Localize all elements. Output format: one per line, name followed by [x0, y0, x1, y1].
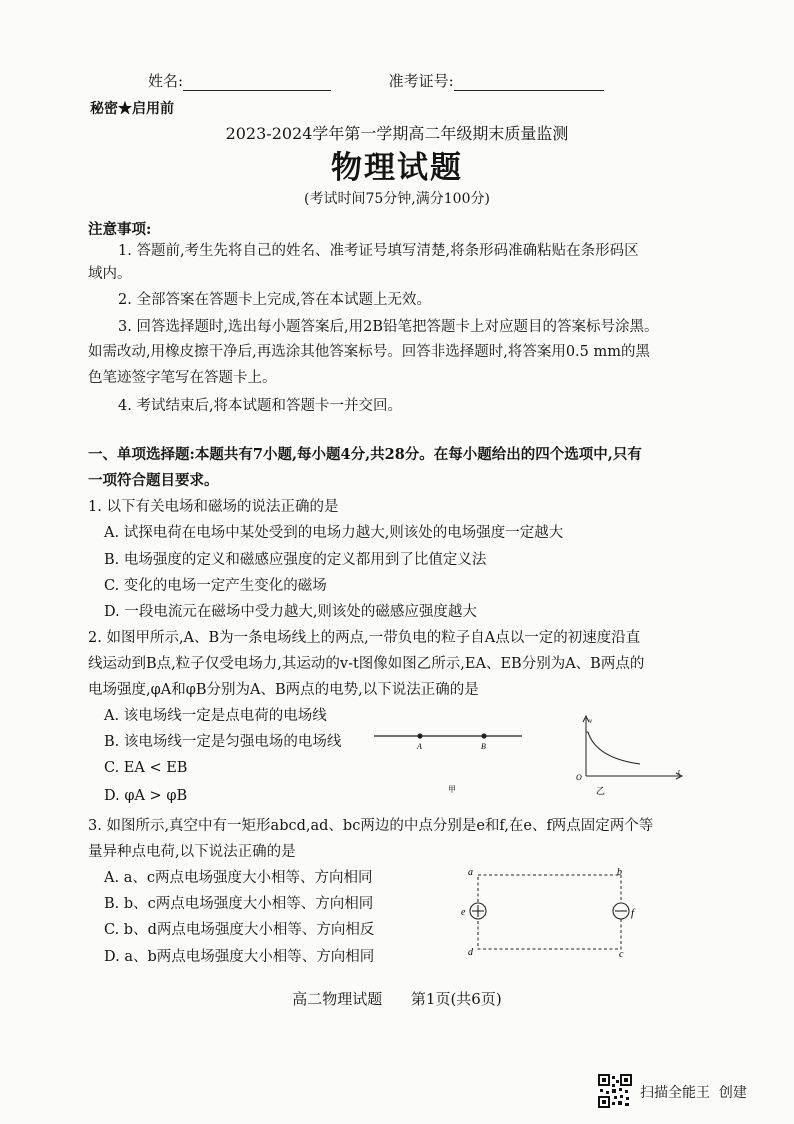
option-c: C. b、d两点电场强度大小相等、方向相反 [104, 922, 375, 938]
option-b: B. 电场强度的定义和磁感应强度的定义都用到了比值定义法 [104, 552, 487, 568]
origin-label: O [576, 773, 582, 782]
field-line-figure [370, 718, 530, 798]
note-line: 2. 全部答案在答题卡上完成,答在本试题上无效。 [118, 292, 432, 308]
option-d: D. φA > φB [104, 788, 188, 804]
point-a-dot [417, 733, 422, 738]
vertex-b-label: b [617, 867, 622, 878]
option-c: C. EA < EB [104, 760, 188, 776]
question-stem: 2. 如图甲所示,A、B为一条电场线上的两点,一带负电的粒子自A点以一定的初速度沿直 [88, 630, 641, 646]
notes-heading: 注意事项: [88, 221, 152, 238]
option-b: B. b、c两点电场强度大小相等、方向相同 [104, 896, 374, 912]
point-a-label: A [417, 742, 422, 751]
option-d: D. 一段电流元在磁场中受力越大,则该处的磁感应强度越大 [104, 604, 477, 620]
note-line: 域内。 [88, 266, 132, 282]
vt-curve [588, 732, 640, 764]
question-stem: 1. 以下有关电场和磁场的说法正确的是 [88, 499, 339, 515]
question-stem: 3. 如图所示,真空中有一矩形abcd,ad、bc两边的中点分别是e和f,在e、f两点固定两个等 [88, 818, 654, 834]
rectangle-charges-figure [455, 865, 635, 960]
option-b: B. 该电场线一定是匀强电场的电场线 [104, 734, 342, 750]
vt-graph [560, 712, 690, 802]
section-heading: 一、单项选择题:本题共有7小题,每小题4分,共28分。在每小题给出的四个选项中,只有 [88, 446, 642, 463]
point-b-label: B [481, 742, 486, 751]
option-a: A. 试探电荷在电场中某处受到的电场力越大,则该处的电场强度一定越大 [104, 525, 564, 541]
option-a: A. 该电场线一定是点电荷的电场线 [104, 708, 327, 724]
name-label: 姓名: [148, 72, 184, 90]
note-line: 3. 回答选择题时,选出每小题答案后,用2B铅笔把答题卡上对应题目的答案标号涂黑。 [118, 319, 659, 335]
name-field-row [148, 70, 604, 91]
vertex-c-label: c [619, 949, 624, 960]
vertex-a-label: a [468, 867, 473, 878]
scanner-brand: 扫描全能王 创建 [640, 1085, 747, 1101]
note-line: 1. 答题前,考生先将自己的姓名、准考证号填写清楚,将条形码准确粘贴在条形码区 [118, 243, 639, 259]
qr-code-icon [598, 1074, 632, 1108]
page-footer: 高二物理试题 第1页(共6页) [292, 990, 502, 1008]
question-stem-cont: 线运动到B点,粒子仅受电场力,其运动的v-t图像如图乙所示,EA、EB分别为A、B两点的 [88, 656, 645, 672]
option-c: C. 变化的电场一定产生变化的磁场 [104, 578, 327, 594]
page-title: 物理试题 [331, 150, 463, 186]
t-axis-label: t [678, 768, 680, 776]
note-line: 色笔迹签字笔写在答题卡上。 [88, 370, 277, 386]
note-line: 4. 考试结束后,将本试题和答题卡一并交回。 [118, 398, 403, 414]
option-a: A. a、c两点电场强度大小相等、方向相同 [104, 870, 373, 886]
exam-id-label: 准考证号: [388, 72, 454, 90]
dashed-rectangle [478, 875, 621, 949]
section-heading-cont: 一项符合题目要求。 [88, 472, 219, 489]
midpoint-e-label: e [461, 907, 466, 918]
option-d: D. a、b两点电场强度大小相等、方向相同 [104, 949, 375, 965]
figure-caption-jia: 甲 [448, 785, 456, 794]
note-line: 如需改动,用橡皮擦干净后,再选涂其他答案标号。回答非选择题时,将答案用0.5 mm的黑 [88, 344, 650, 360]
secret-mark: 秘密★启用前 [90, 101, 174, 117]
point-b-dot [481, 733, 486, 738]
v-axis-label: v [589, 717, 593, 725]
question-stem-cont: 量异种点电荷,以下说法正确的是 [88, 844, 296, 860]
figure-caption-yi: 乙 [596, 787, 606, 797]
vertex-d-label: d [468, 947, 473, 958]
exam-id-blank[interactable] [454, 74, 604, 91]
question-stem-cont: 电场强度,φA和φB分别为A、B两点的电势,以下说法正确的是 [88, 682, 479, 698]
midpoint-f-label: f [631, 907, 635, 919]
name-blank[interactable] [183, 74, 331, 91]
exam-subtitle: 2023-2024学年第一学期高二年级期末质量监测 [225, 124, 569, 143]
exam-info: (考试时间75分钟,满分100分) [304, 191, 490, 207]
